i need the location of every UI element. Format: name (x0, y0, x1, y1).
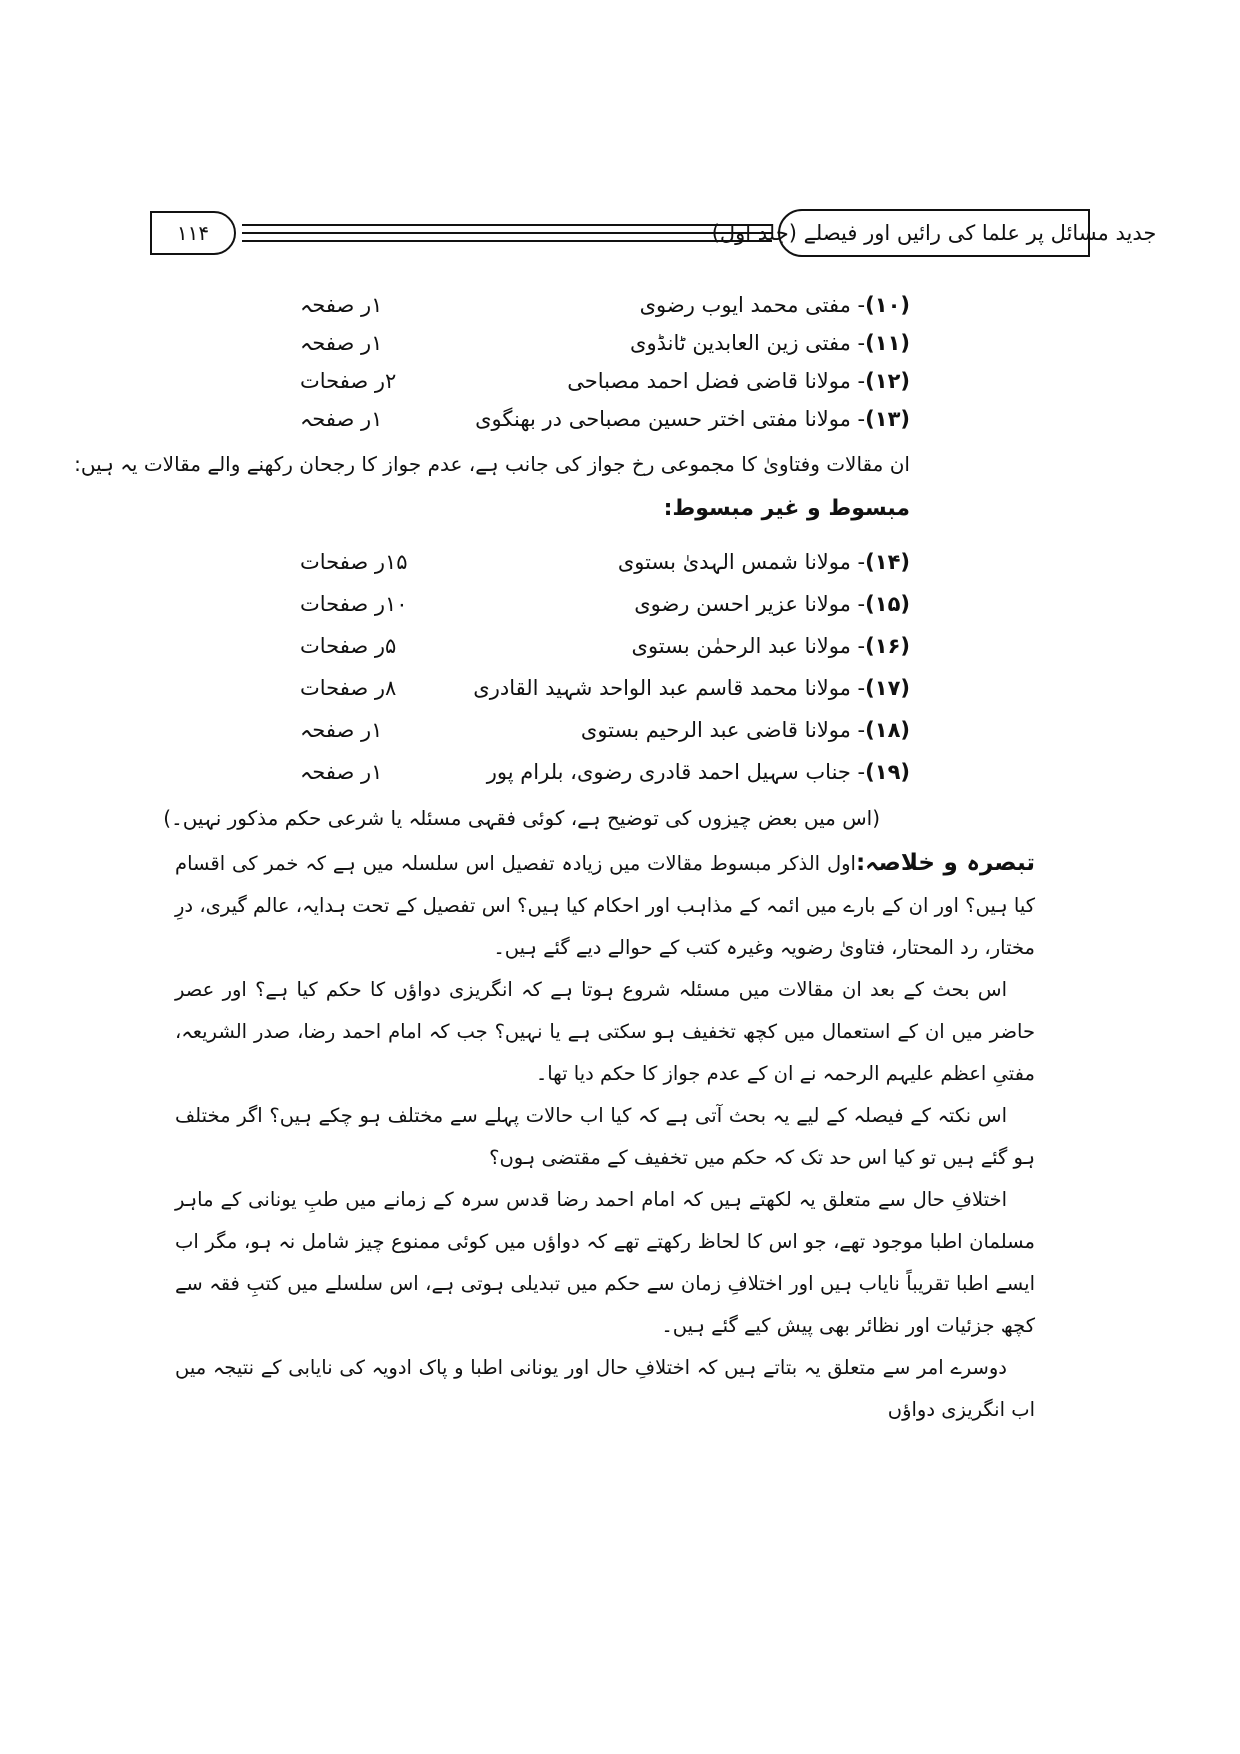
summary-line: ان مقالات وفتاویٰ کا مجموعی رخ جواز کی جانب ہے، عدم جواز کا رجحان رکھنے والے مقالات یہ ہیں: (74, 452, 910, 476)
page-number: ۱۱۴ (150, 211, 236, 255)
page-count: ۱۰ر صفحات (300, 592, 408, 616)
list-item (300, 407, 910, 447)
list-item (300, 592, 910, 632)
list-item (300, 293, 910, 333)
book-title: جدید مسائل پر علما کی رائیں اور فیصلے (جلد اول) (778, 209, 1090, 257)
section-heading: مبسوط و غیر مبسوط: (663, 496, 910, 521)
page-count: ۱ر صفحہ (300, 293, 383, 317)
parenthetical-note: (اس میں بعض چیزوں کی توضیح ہے، کوئی فقہی مسئلہ یا شرعی حکم مذکور نہیں۔) (163, 806, 880, 830)
scholar-name: (۱۰)- مفتی محمد ایوب رضوی (639, 293, 910, 317)
scholar-name: (۱۴)- مولانا شمس الہدیٰ بستوی (617, 550, 910, 574)
list-item (300, 331, 910, 371)
list-item (300, 369, 910, 409)
scholar-name: (۱۳)- مولانا مفتی اختر حسین مصباحی در بھنگوی (475, 407, 910, 431)
page-count: ۸ر صفحات (300, 676, 397, 700)
list-item (300, 550, 910, 590)
page-header (150, 195, 1157, 275)
list-item (300, 676, 910, 716)
body-text (175, 842, 1035, 1431)
page-count: ۲ر صفحات (300, 369, 397, 393)
list-item (300, 760, 910, 800)
summary-heading: تبصرہ و خلاصہ: (855, 850, 1035, 876)
paragraph-text: اول الذکر مبسوط مقالات میں زیادہ تفصیل اس سلسلہ میں ہے کہ خمر کی اقسام کیا ہیں؟ اور ان کے بارے میں ائمہ کے مذاہب اور احکام کیا ہیں؟ اس تفصیل کے تحت ہدایہ، عالم گیری، درِ مختار، رد المحتار، فتاویٰ رضویہ وغیرہ کتب کے حوالے دیے گئے ہیں۔ (175, 852, 1035, 959)
page-count: ۱۵ر صفحات (300, 550, 408, 574)
list-item (300, 634, 910, 674)
scholar-name: (۱۵)- مولانا عزیر احسن رضوی (634, 592, 910, 616)
page-count: ۱ر صفحہ (300, 407, 383, 431)
list-item (300, 718, 910, 758)
page-count: ۱ر صفحہ (300, 718, 383, 742)
header-rule (242, 224, 772, 226)
paragraph: اختلافِ حال سے متعلق یہ لکھتے ہیں کہ امام احمد رضا قدس سرہ کے زمانے میں طبِ یونانی کے ماہر مسلمان اطبا موجود تھے، جو اس کا لحاظ رکھتے تھے کہ دواؤں میں کوئی ممنوع چیز شامل نہ ہو، مگر اب ایسے اطبا تقریباً نایاب ہیں اور اختلافِ زمان سے حکم میں تبدیلی ہوتی ہے، اس سلسلے میں کتبِ فقہ سے کچھ جزئیات اور نظائر بھی پیش کیے گئے ہیں۔ (175, 1188, 1035, 1337)
scholar-name: (۱۱)- مفتی زین العابدین ٹانڈوی (630, 331, 910, 355)
page-count: ۱ر صفحہ (300, 760, 383, 784)
scholar-name: (۱۷)- مولانا محمد قاسم عبد الواحد شہید القادری (473, 676, 910, 700)
scholar-name: (۱۸)- مولانا قاضی عبد الرحیم بستوی (580, 718, 910, 742)
paragraph: اس نکتہ کے فیصلہ کے لیے یہ بحث آتی ہے کہ کیا اب حالات پہلے سے مختلف ہو چکے ہیں؟ اگر مختلف ہو گئے ہیں تو کیا اس حد تک کہ حکم میں تخفیف کے مقتضی ہوں؟ (175, 1104, 1035, 1169)
paragraph: دوسرے امر سے متعلق یہ بتاتے ہیں کہ اختلافِ حال اور یونانی اطبا و پاک ادویہ کی نایابی کے نتیجہ میں اب انگریزی دواؤں (175, 1356, 1035, 1421)
page-count: ۵ر صفحات (300, 634, 397, 658)
paragraph (175, 842, 1035, 969)
scholar-name: (۱۲)- مولانا قاضی فضل احمد مصباحی (567, 369, 910, 393)
page-count: ۱ر صفحہ (300, 331, 383, 355)
scholar-name: (۱۹)- جناب سہیل احمد قادری رضوی، بلرام پور (486, 760, 910, 784)
scholar-name: (۱۶)- مولانا عبد الرحمٰن بستوی (631, 634, 910, 658)
header-rule (242, 240, 772, 242)
paragraph: اس بحث کے بعد ان مقالات میں مسئلہ شروع ہوتا ہے کہ انگریزی دواؤں کا حکم کیا ہے؟ اور عصر حاضر میں ان کے استعمال میں کچھ تخفیف ہو سکتی ہے یا نہیں؟ جب کہ امام احمد رضا، صدر الشریعہ، مفتیِ اعظم علیہم الرحمہ نے ان کے عدم جواز کا حکم دیا تھا۔ (175, 978, 1035, 1085)
header-rule (242, 232, 772, 234)
